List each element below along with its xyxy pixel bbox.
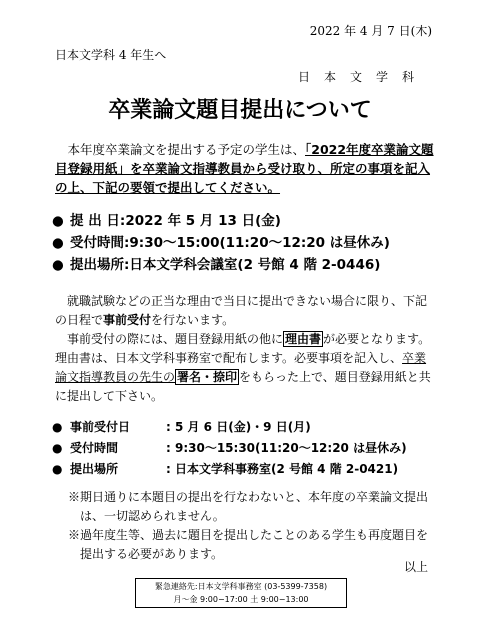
intro-bold-text: 「2022年度卒業論文題目登録用紙」を卒業論文指導教員から受け取り、所定の事項を記入の上、下記の要領で提出してください。 (55, 142, 434, 195)
item-value: 9:30〜15:00(11:20〜12:20 は昼休み) (129, 235, 390, 251)
pre-submission-list (52, 417, 462, 480)
item-value: : 日本文学科事務室(2 号館 4 階 2-0421) (166, 462, 399, 476)
item-value: : 9:30〜15:30(11:20〜12:20 は昼休み) (166, 441, 407, 455)
item-label: 事前受付日 (70, 420, 131, 434)
item-value: 2022 年 5 月 13 日(金) (125, 213, 281, 229)
underlined-text: 卒業論文指導教員の先生の (55, 351, 427, 384)
list-item (52, 232, 452, 254)
item-value: 日本文学科会議室(2 号館 4 階 2-0446) (129, 257, 381, 273)
list-item (52, 417, 462, 438)
list-item (52, 459, 462, 480)
bullet-icon: ● (52, 235, 64, 251)
note-paragraph (55, 330, 435, 406)
contact-line: 緊急連絡先:日本文学科事務室 (03-5399-7358) (154, 582, 328, 591)
intro-text: 本年度卒業論文を提出する予定の学生は、 (67, 142, 306, 157)
item-label: 提出場所 (70, 462, 119, 476)
boxed-term: 理由書 (285, 332, 322, 346)
list-item (52, 438, 462, 459)
bullet-icon: ● (52, 420, 63, 434)
warning-item: ※期日通りに本題目の提出を行なわないと、本年度の卒業論文提出は、一切認められません。 (68, 490, 429, 523)
item-label: 提出場所: (70, 257, 130, 273)
sender: 日本文学科 (297, 70, 428, 84)
main-info-list (52, 210, 452, 276)
note-text: をもらった上で、題目登録用紙と共に提出して下さい。 (55, 370, 431, 403)
warnings-section (68, 488, 438, 564)
note-text: 就職試験などの正当な理由で当日に提出できない場合に限り、下記の日程で (55, 294, 428, 327)
document-date: 2022 年 4 月 7 日(木) (309, 24, 432, 38)
item-value: : 5 月 6 日(金)・9 日(月) (166, 420, 311, 434)
boxed-term: 署名・捺印 (177, 370, 238, 384)
list-item (52, 210, 452, 232)
warning-item: ※過年度生等、過去に題目を提出したことのある学生も再度題目を提出する必要があります。 (68, 528, 429, 561)
closing-text: 以上 (403, 560, 428, 574)
bullet-icon: ● (52, 213, 64, 229)
bullet-icon: ● (52, 441, 63, 455)
note-text: が必要となります。理由書は、日本文学科事務室で配布します。必要事項を記入し、 (55, 332, 431, 365)
note-text: を行ないます。 (151, 313, 235, 327)
note-text: 事前受付の際には、題目登録用紙の他に (67, 332, 284, 346)
item-label: 受付時間 (70, 441, 119, 455)
item-label: 提 出 日: (70, 213, 126, 229)
item-label: 受付時間: (70, 235, 130, 251)
bullet-icon: ● (52, 462, 63, 476)
document-title: 卒業論文題目提出について (108, 98, 372, 123)
contact-hours: 月〜金 9:00−17:00 土 9:00−13:00 (173, 595, 309, 604)
notes-section (55, 292, 435, 406)
intro-paragraph (55, 140, 435, 197)
note-paragraph (55, 292, 435, 330)
note-bold: 事前受付 (103, 313, 152, 327)
bullet-icon: ● (52, 257, 64, 273)
addressee: 日本文学科 4 年生へ (55, 48, 167, 62)
contact-box (135, 578, 347, 608)
list-item (52, 254, 452, 276)
